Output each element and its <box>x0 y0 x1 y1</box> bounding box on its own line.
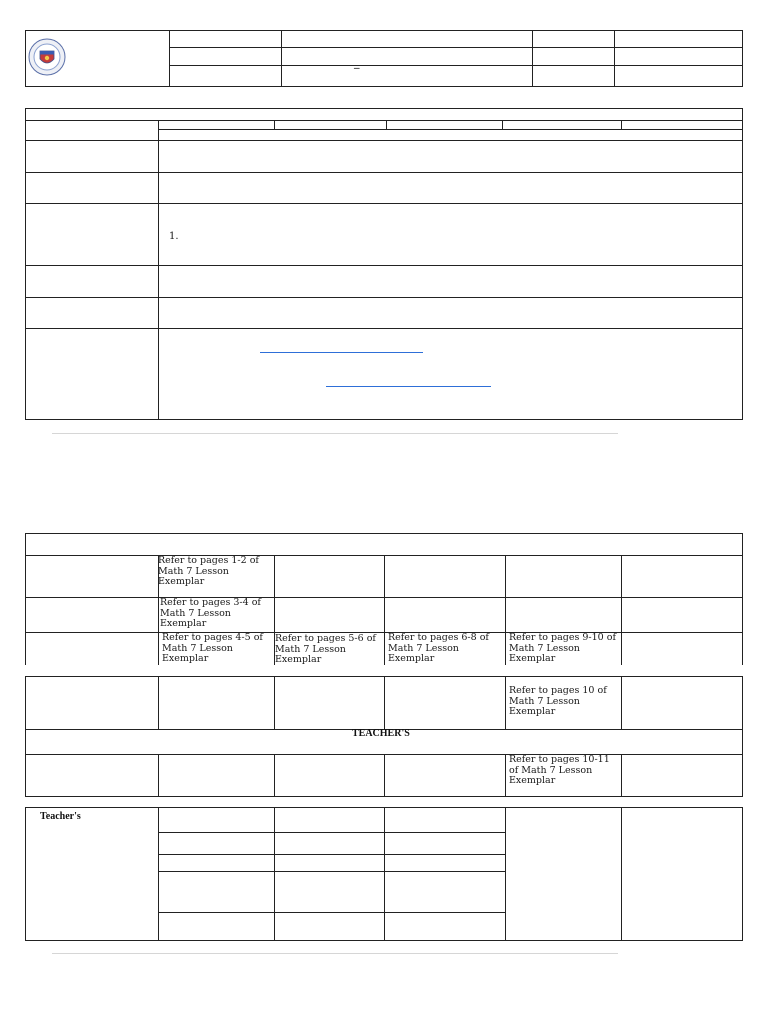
day-column-line <box>621 807 622 941</box>
table-row-line <box>25 265 743 266</box>
header-row-line <box>169 65 743 66</box>
table-row-line <box>25 297 743 298</box>
page-separator <box>52 433 618 434</box>
day-column-line <box>621 754 622 797</box>
day-column-line <box>274 807 275 941</box>
table-row-line <box>25 172 743 173</box>
table-row-line <box>158 912 505 913</box>
table-row-line <box>158 871 505 872</box>
resources-banner <box>25 533 743 556</box>
day-column-line <box>505 555 506 665</box>
header-divider <box>281 30 282 87</box>
reflection-label: Teacher's <box>40 811 81 822</box>
resource-link[interactable] <box>326 386 491 387</box>
label-column-line <box>158 120 159 420</box>
objective-item-number: 1. <box>169 231 179 242</box>
table-row-line <box>25 120 743 121</box>
resource-row3-day4: Refer to pages 9-10 of Math 7 Lesson Exemplar <box>509 632 616 664</box>
day-column-line <box>505 807 506 941</box>
table-row-line <box>158 854 505 855</box>
header-table <box>25 30 743 87</box>
label-column-line <box>158 676 159 729</box>
table-row-line <box>25 632 743 633</box>
day-column-line <box>505 676 506 729</box>
table-row-line <box>25 140 743 141</box>
day-column-line <box>621 555 622 665</box>
day-column-line <box>502 120 503 129</box>
day-column-line <box>274 754 275 797</box>
day-column-line <box>384 807 385 941</box>
day-column-line <box>274 120 275 129</box>
day-column-line <box>274 676 275 729</box>
day-column-line <box>505 754 506 797</box>
resource-day1-row2-text: Refer to pages 3-4 of Math 7 Lesson Exemplar <box>160 597 261 629</box>
label-column-line <box>158 754 159 797</box>
table-row-line <box>25 328 743 329</box>
header-row-line <box>169 47 743 48</box>
day-column-line <box>621 120 622 129</box>
resource-row3-day2: Refer to pages 5-6 of Math 7 Lesson Exemplar <box>275 633 376 665</box>
resource-row3-day1: Refer to pages 4-5 of Math 7 Lesson Exemplar <box>162 632 263 664</box>
day-column-line <box>384 754 385 797</box>
table-row-line <box>25 203 743 204</box>
resource-row3-day3: Refer to pages 6-8 of Math 7 Lesson Exemplar <box>388 632 489 664</box>
day-column-line <box>386 120 387 129</box>
header-divider <box>532 30 533 87</box>
day-header-line <box>158 129 743 130</box>
header-dash: – <box>354 62 360 74</box>
header-divider <box>614 30 615 87</box>
resource-link[interactable] <box>260 352 423 353</box>
header-divider <box>169 30 170 87</box>
table-row-line <box>25 597 743 598</box>
procedure-row2-day4: Refer to pages 10-11 of Math 7 Lesson Exemplar <box>509 754 610 786</box>
label-column-line <box>158 807 159 941</box>
procedure-row1-day4: Refer to pages 10 of Math 7 Lesson Exemplar <box>509 685 607 717</box>
resource-day1-text: Refer to pages 1-2 of Math 7 Lesson Exemplar <box>158 555 259 587</box>
day-column-line <box>384 555 385 665</box>
day-column-line <box>384 676 385 729</box>
table-row-line <box>158 832 505 833</box>
deped-seal-icon <box>28 38 66 76</box>
teachers-banner: TEACHER'S <box>352 728 410 739</box>
day-column-line <box>621 676 622 729</box>
objectives-table <box>25 108 743 420</box>
page-separator <box>52 953 618 954</box>
